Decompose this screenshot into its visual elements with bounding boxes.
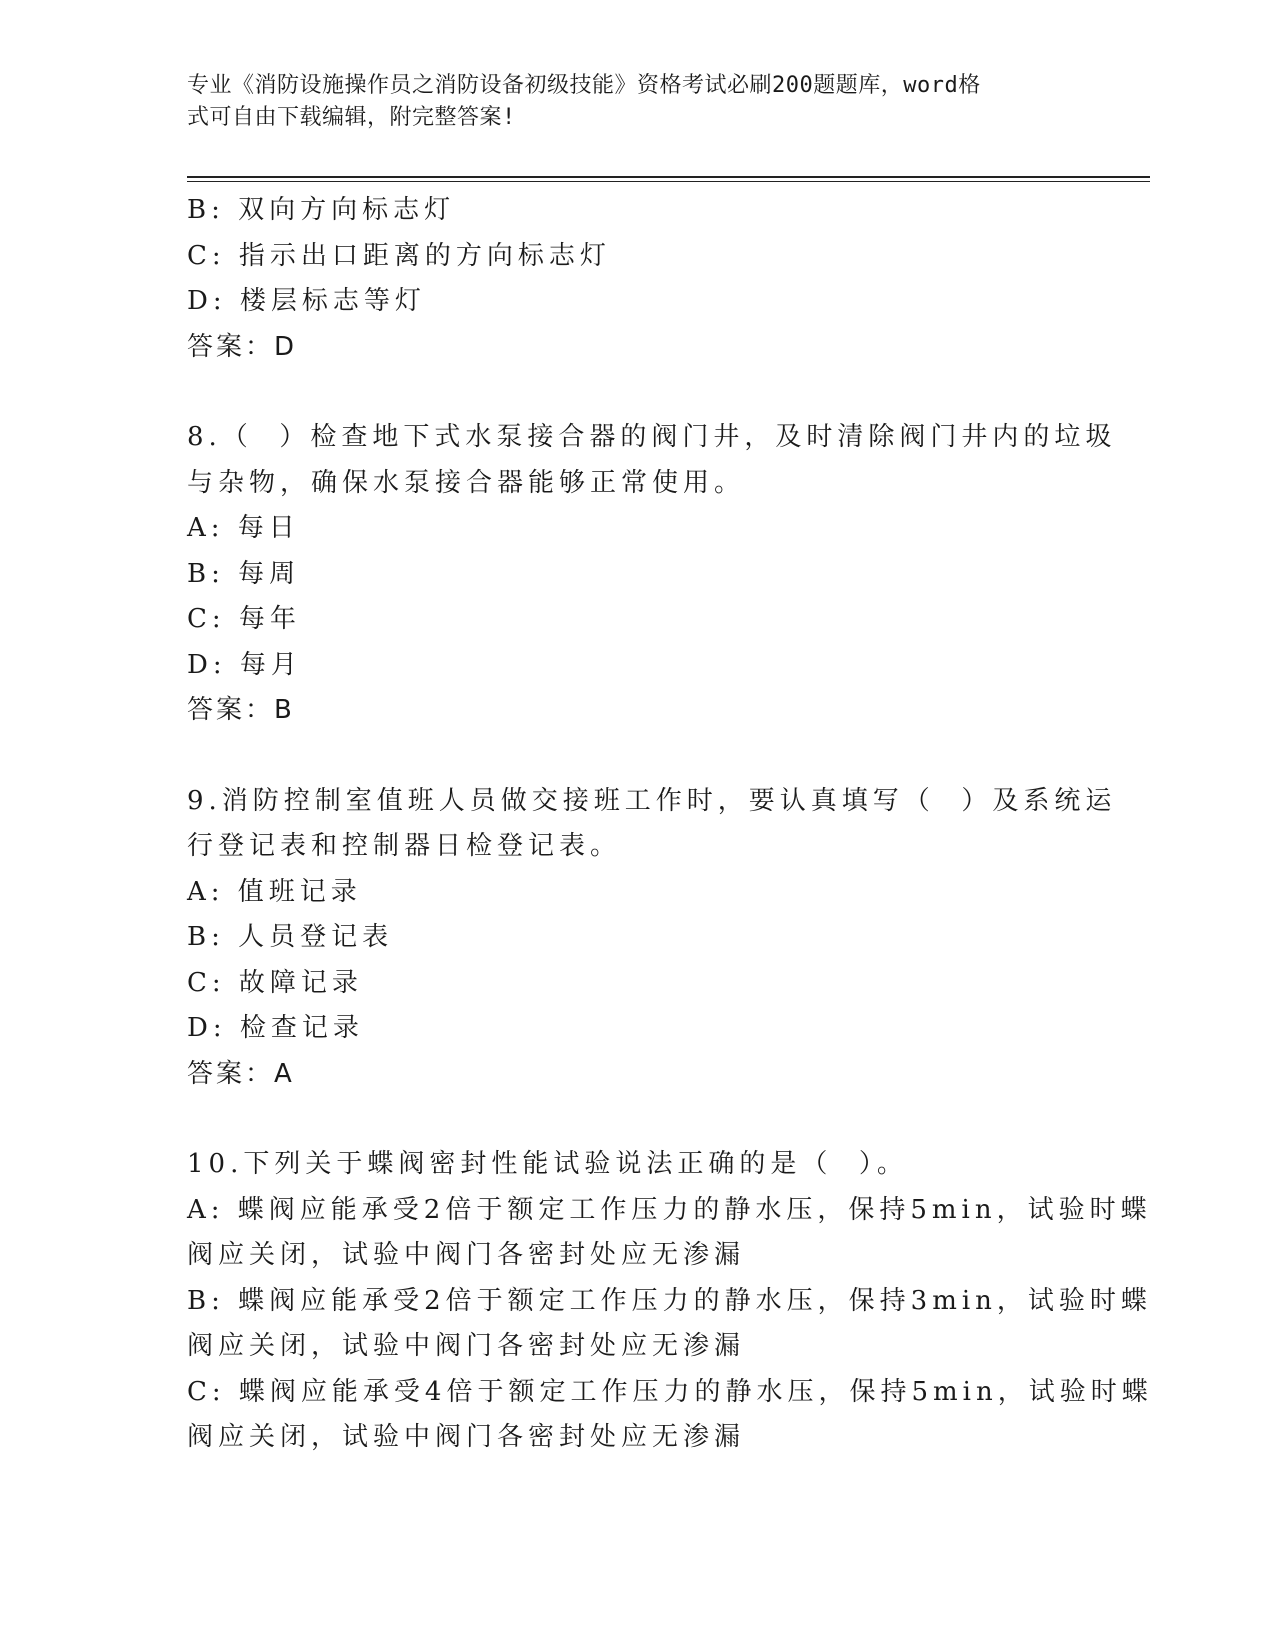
answer-line: 答案：B [187,695,295,725]
answer-line: 答案：D [187,331,298,362]
spacer [187,1097,1107,1142]
header-line-1: 专业《消防设施操作员之消防设备初级技能》资格考试必刷200题题库，word格 [187,73,981,98]
option-b: B: 每周 [187,558,301,589]
option-b: B: 人员登记表 [187,922,394,952]
prev-question-block [187,188,1107,370]
option-a-line-1: A: 蝶阀应能承受2倍于额定工作压力的静水压，保持5min，试验时蝶 [187,1194,1152,1225]
header-divider-thick [187,176,1150,178]
option-b-line-1: B: 蝶阀应能承受2倍于额定工作压力的静水压，保持3min，试验时蝶 [187,1285,1152,1316]
option-c: C: 指示出口距离的方向标志灯 [187,240,611,271]
option-d: D: 每月 [187,649,302,680]
option-c-line-1: C: 蝶阀应能承受4倍于额定工作压力的静水压，保持5min，试验时蝶 [187,1376,1153,1407]
option-a: A: 每日 [187,513,300,543]
spacer [187,370,1107,415]
question-8-block [187,415,1117,734]
option-a: A: 值班记录 [187,876,362,907]
spacer [187,734,1107,779]
option-b: B: 双向方向标志灯 [187,195,456,225]
question-9-text-line-1: 9.消防控制室值班人员做交接班工作时，要认真填写（ ）及系统运 [187,785,1117,816]
option-d: D: 检查记录 [187,1013,364,1043]
option-c: C: 故障记录 [187,967,363,998]
option-a-line-2: 阀应关闭，试验中阀门各密封处应无渗漏 [187,1240,746,1270]
question-10-text: 10.下列关于蝶阀密封性能试验说法正确的是（ ）。 [187,1149,908,1179]
question-8-text-line-1: 8.（ ）检查地下式水泵接合器的阀门井，及时清除阀门井内的垃圾 [187,422,1117,452]
document-header [187,70,1067,134]
question-content [187,188,1153,1461]
header-line-2: 式可自由下载编辑，附完整答案! [187,105,516,130]
answer-line: 答案：A [187,1058,295,1089]
question-10-block [187,1142,1153,1461]
option-c: C: 每年 [187,604,301,634]
question-9-text-line-2: 行登记表和控制器日检登记表。 [187,831,622,861]
header-divider-thin [187,181,1150,182]
option-c-line-2: 阀应关闭，试验中阀门各密封处应无渗漏 [187,1422,746,1452]
option-b-line-2: 阀应关闭，试验中阀门各密封处应无渗漏 [187,1331,746,1361]
question-9-block [187,779,1117,1098]
question-8-text-line-2: 与杂物，确保水泵接合器能够正常使用。 [187,467,746,498]
option-d: D: 楼层标志等灯 [187,286,426,316]
